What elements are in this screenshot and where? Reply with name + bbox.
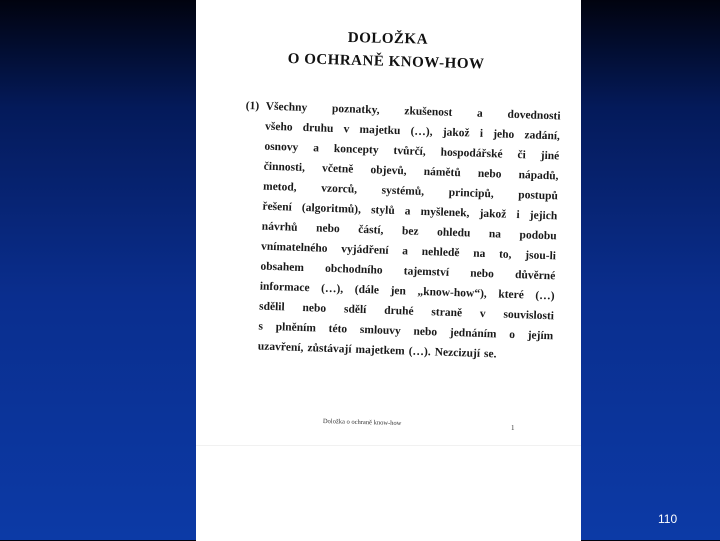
paragraph-word: i [479,127,484,140]
paragraph-word: zadání, [524,129,561,143]
paragraph-word: smlouvy [359,323,401,338]
paragraph-word: informace [259,280,310,295]
paragraph-word: v [479,307,486,321]
paragraph-word: které [498,288,525,302]
paragraph-word: osnovy [264,140,299,154]
paragraph-word: plněním [275,321,317,335]
paragraph-word: jeho [492,128,515,141]
paragraph-word: myšlenek, [420,205,470,220]
clause-body [245,99,596,361]
paragraph-word: nebo [413,325,438,339]
paragraph-word: majetku [359,123,401,138]
paragraph-word: systémů, [381,184,425,198]
paragraph-word: sdělil [258,300,285,314]
paragraph-word: to, [498,248,512,261]
document-title-line2: O OCHRANĚ KNOW-HOW [287,51,485,73]
paragraph-word: podobu [519,229,557,243]
paragraph-word: metod, [262,180,297,194]
paragraph-word: a [313,142,320,155]
paragraph-word: (dále [354,283,380,297]
paragraph-word: nebo [315,222,340,236]
paragraph-word: postupů [518,189,559,203]
paragraph-word: zkušenost [404,105,453,119]
paragraph-word: a [476,107,483,120]
paragraph-word: řešení [262,200,293,214]
paragraph-word: obsahem [260,260,305,275]
paragraph-word: dovednosti [507,108,561,123]
paragraph-word: a [402,245,409,258]
paragraph-word: důvěrné [514,269,556,283]
paragraph-word: Nezcizují [434,346,481,360]
paragraph-word: majetkem [355,343,405,358]
paragraph-word: této [328,322,348,336]
paragraph-word: druhu [302,121,334,135]
paragraph-text [257,100,560,370]
paragraph-word: nápadů, [518,169,559,183]
paragraph-word: na [488,228,502,241]
paragraph-word: návrhů [261,220,298,234]
paragraph-word: Všechny [265,100,308,115]
paragraph-word: jakož [442,126,470,140]
paragraph-word: a [404,205,411,218]
paragraph-word: koncepty [333,142,379,157]
paragraph-word: druhé [383,304,414,318]
paragraph-word: hospodářské [440,146,503,161]
paragraph-word: jejich [529,209,558,223]
slide-number: 110 [658,512,678,526]
document-footer-title: Doložka o ochraně know-how [322,418,402,428]
paragraph-word: souvislosti [503,308,555,323]
paragraph-word: nebo [477,167,502,181]
paragraph-word: i [516,209,520,222]
paragraph-word: bez [401,225,419,238]
paragraph-number: (1) [245,99,260,113]
paragraph-word: činnosti, [263,160,306,174]
paragraph-word: „know-how“), [417,285,487,301]
paragraph-word: vnímatelného [260,240,328,255]
paragraph-word: na [472,247,486,261]
paragraph-word: uzavření, [257,340,304,355]
paragraph-word: ohledu [436,226,471,240]
scan-page-bottom [196,445,581,541]
paragraph-word: (…). [408,345,431,359]
paragraph-word: nebo [302,301,327,315]
paragraph-word: zůstávají [307,342,352,356]
paragraph-word: stylů [370,204,395,217]
paragraph-word: vyjádření [341,243,389,257]
paragraph-word: tajemství [403,265,450,279]
paragraph-word: jsou-li [525,249,557,263]
paragraph-word: jednáním [449,326,497,341]
paragraph-word: poznatky, [331,102,380,117]
paragraph-word: se. [483,348,497,361]
paragraph-word: (…) [535,289,555,303]
paragraph-word: sdělí [343,303,367,317]
paragraph-word: jejím [527,329,554,343]
document-title-line1: DOLOŽKA [347,30,429,48]
paragraph-word: v [343,123,350,136]
paragraph-word: principů, [448,186,494,201]
paragraph-word: včetně [321,162,354,176]
paragraph-word: či [517,149,527,162]
paragraph-word: všeho [264,120,293,134]
paragraph-word: vzorců, [320,182,358,196]
scanned-document-page [196,0,581,540]
paragraph-word: jen [390,284,407,298]
paragraph-word: obchodního [324,262,383,277]
paragraph-word: námětů [423,165,461,180]
document-page-number: 1 [511,424,515,432]
paragraph-word: nebo [470,267,495,281]
paragraph-word: straně [431,306,463,320]
paragraph-word: o [509,328,516,342]
paragraph-word: jiné [540,149,560,163]
paragraph-word: (…), [410,125,433,139]
paragraph-word: objevů, [370,164,407,178]
paragraph-word: nehledě [421,245,460,260]
paragraph-word: částí, [358,223,384,237]
paragraph-word: jakož [479,207,507,221]
paragraph-word: (…), [320,282,344,296]
paragraph-word: s [258,320,264,333]
paragraph-word: (algoritmů), [301,201,362,216]
paragraph-word: tvůrčí, [393,144,426,158]
